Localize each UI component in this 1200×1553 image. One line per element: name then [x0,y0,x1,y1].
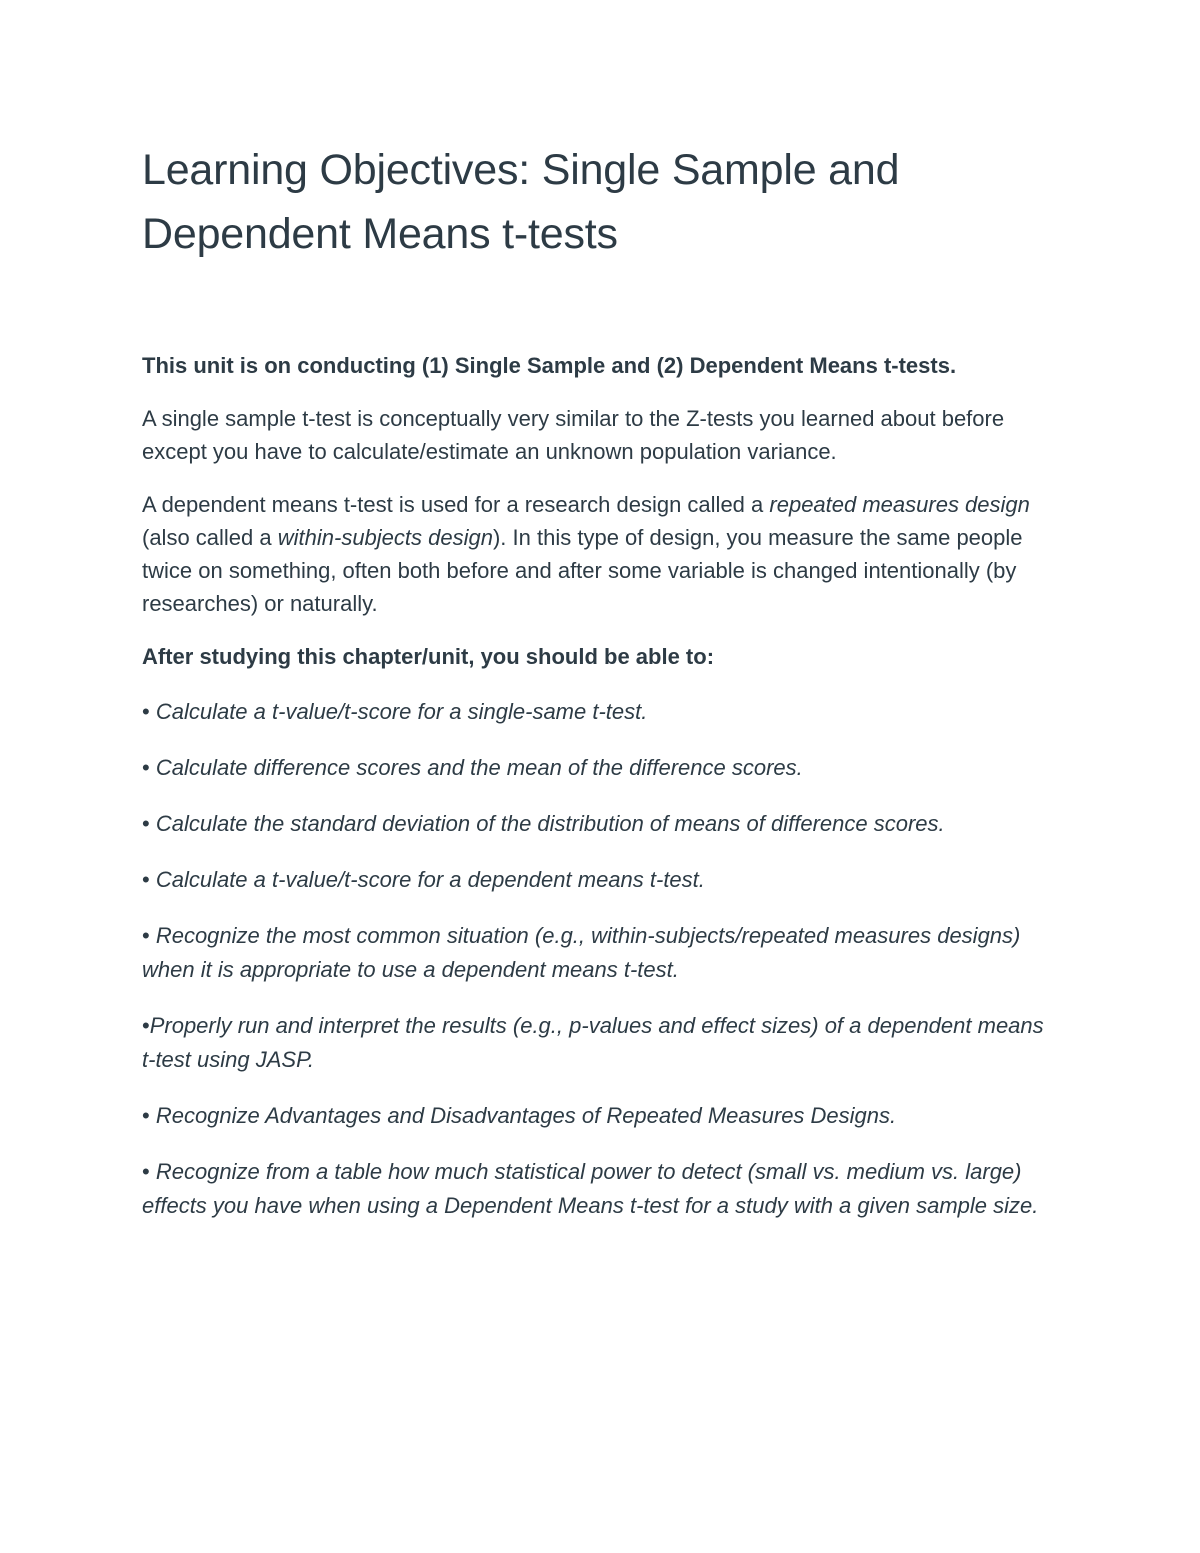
objective-item [142,1009,1062,1077]
bullet-icon: • [142,1103,156,1128]
single-sample-paragraph: A single sample t-test is conceptually very similar to the Z-tests you learned about before except you have to calculate/estimate an unknown population variance. [142,406,1005,464]
objectives-heading: After studying this chapter/unit, you should be able to: [142,644,715,669]
bullet-icon: • [142,755,156,780]
emphasis-repeated-measures: repeated measures design [769,492,1030,517]
dependent-means-paragraph [142,488,1062,620]
objective-text: Properly run and interpret the results (e.g., p-values and effect sizes) of a dependent means t-test using JASP. [142,1013,1044,1072]
bullet-icon: • [142,811,156,836]
bullet-icon: • [142,1159,156,1184]
emphasis-within-subjects: within-subjects design [277,525,493,550]
paragraph-text: (also called a [142,525,278,550]
bullet-icon: • [142,699,156,724]
bullet-icon: • [142,923,156,948]
objective-item [142,863,1062,897]
objective-item [142,1155,1062,1223]
paragraph-text: ). In this type of design, you measure the same people twice on something, often both before and after some variable is changed intentionally (by researches) or naturally. [142,525,1023,616]
objective-text: Calculate a t-value/t-score for a single-same t-test. [155,699,648,724]
objective-text: Calculate the standard deviation of the distribution of means of difference scores. [155,811,945,836]
objective-text: Calculate a t-value/t-score for a dependent means t-test. [155,867,705,892]
objective-text: Recognize from a table how much statistical power to detect (small vs. medium vs. large) effects you have when using a Dependent Means t-test for a study with a given sample size. [142,1159,1039,1218]
objective-text: Calculate difference scores and the mean of the difference scores. [155,755,803,780]
objective-text: Recognize Advantages and Disadvantages of Repeated Measures Designs. [155,1103,897,1128]
bullet-icon: • [142,867,156,892]
document-page [142,138,1062,1223]
objective-text: Recognize the most common situation (e.g., within-subjects/repeated measures designs) when it is appropriate to use a dependent means t-test. [142,923,1021,982]
objectives-list [142,695,1062,1223]
objective-item [142,919,1062,987]
bullet-icon: • [142,1013,150,1038]
unit-intro: This unit is on conducting (1) Single Sample and (2) Dependent Means t-tests. [142,353,957,378]
objective-item [142,1099,1062,1133]
paragraph-text: A dependent means t-test is used for a research design called a [142,492,770,517]
objective-item [142,695,1062,729]
objective-item [142,751,1062,785]
page-title: Learning Objectives: Single Sample and Dependent Means t-tests [142,146,900,258]
objective-item [142,807,1062,841]
